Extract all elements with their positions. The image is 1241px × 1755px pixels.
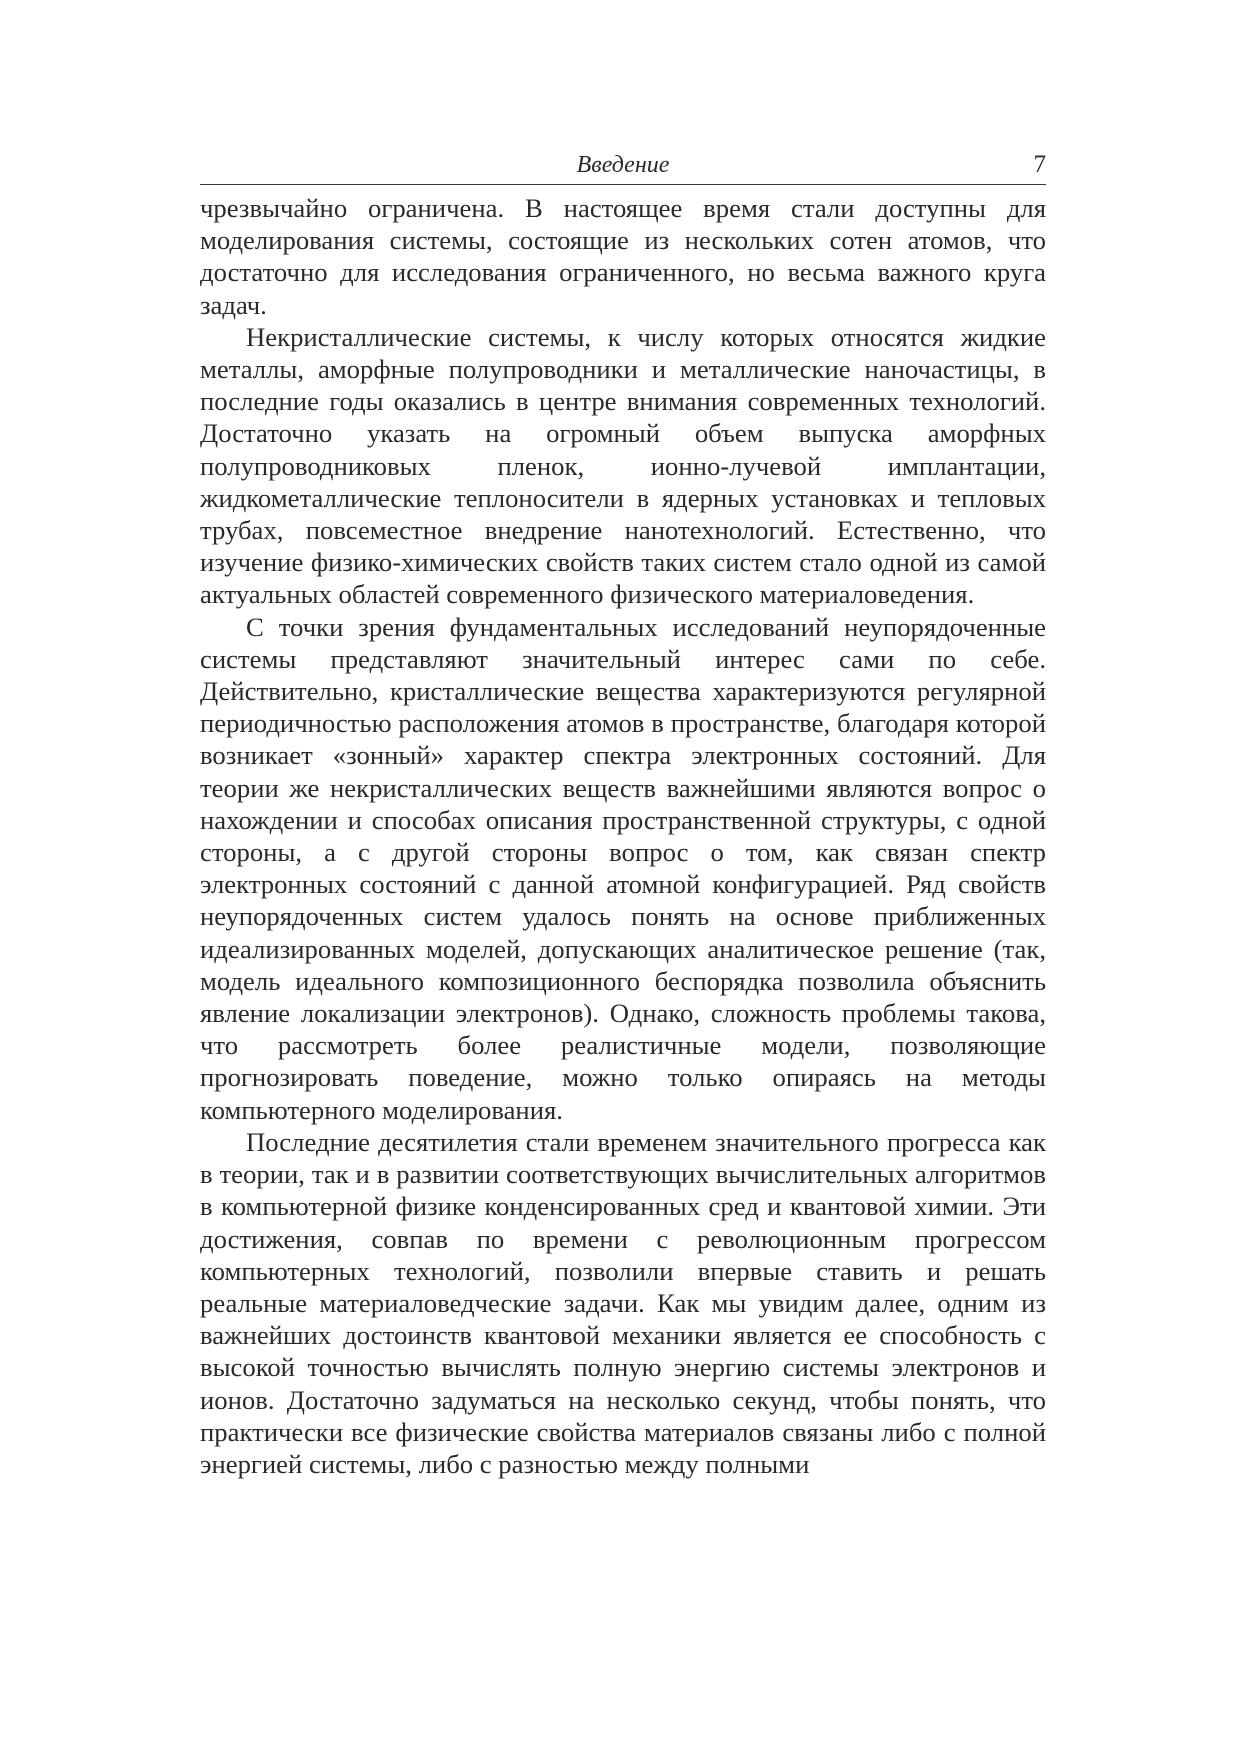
book-page	[200, 150, 1046, 1480]
paragraph-4: Последние десятилетия стали временем значительного прогресса как в теории, так и в развитии соответствующих вычислительных алгоритмов в компьютерной физике конденсированных сред и квантовой химии. Эти достижения, совпав по времени с революционным прогрессом компьютерных технологий, позволили впервые ставить и решать реальные материаловедческие задачи. Как мы увидим далее, одним из важнейших достоинств квантовой механики является ее способность с высокой точностью вычислять полную энергию системы электронов и ионов. Достаточно задуматься на несколько секунд, чтобы понять, что практически все физические свойства материалов связаны либо с полной энергией системы, либо с разностью между полными	[200, 1126, 1046, 1479]
paragraph-2: Некристаллические системы, к числу которых относятся жидкие металлы, аморфные полупроводники и металлические наночастицы, в последние годы оказались в центре внимания современных технологий. Достаточно указать на огромный объем выпуска аморфных полупроводниковых пленок, ионно-лучевой имплантации, жидкометаллические теплоносители в ядерных установках и тепловых трубах, повсеместное внедрение нанотехнологий. Естественно, что изучение физико-химических свойств таких систем стало одной из самой актуальных областей современного физического материаловедения.	[200, 321, 1046, 610]
paragraph-3: С точки зрения фундаментальных исследований неупорядоченные системы представляют значительный интерес сами по себе. Действительно, кристаллические вещества характеризуются регулярной периодичностью расположения атомов в пространстве, благодаря которой возникает «зонный» характер спектра электронных состояний. Для теории же некристаллических веществ важнейшими являются вопрос о нахождении и способах описания пространственной структуры, с одной стороны, а с другой стороны вопрос о том, как связан спектр электронных состояний с данной атомной конфигурацией. Ряд свойств неупорядоченных систем удалось понять на основе приближенных идеализированных моделей, допускающих аналитическое решение (так, модель идеального композиционного беспорядка позволила объяснить явление локализации электронов). Однако, сложность проблемы такова, что рассмотреть более реалистичные модели, позволяющие прогнозировать поведение, можно только опираясь на методы компьютерного моделирования.	[200, 611, 1046, 1125]
section-title: Введение	[576, 152, 670, 178]
page-number: 7	[1033, 151, 1046, 178]
running-header	[200, 150, 1046, 185]
paragraph-1: чрезвычайно ограничена. В настоящее время стали доступны для моделирования системы, состоящие из нескольких сотен атомов, что достаточно для исследования ограниченного, но весьма важного круга задач.	[200, 193, 1046, 320]
body-text	[200, 192, 1046, 1480]
